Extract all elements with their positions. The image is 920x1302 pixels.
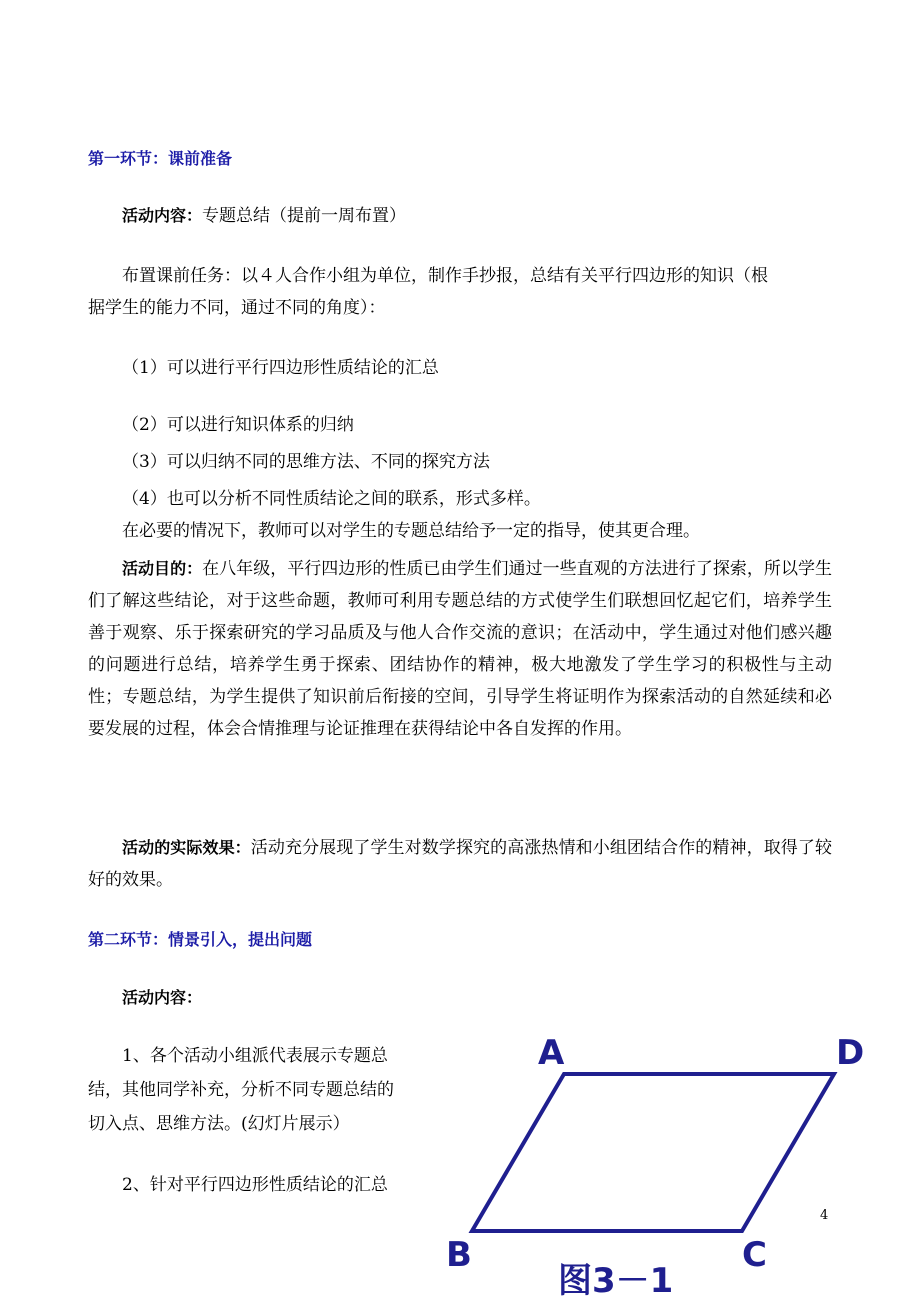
vertex-label-a: A xyxy=(538,1033,565,1073)
vertex-label-b: B xyxy=(446,1235,472,1275)
effect-text: 活动充分展现了学生对数学探究的高涨热情和小组团结合作的精神，取得了较好的效果。 xyxy=(88,838,832,890)
item1-line-1: 1、各个活动小组派代表展示专题总 xyxy=(122,1046,388,1066)
page-number: 4 xyxy=(820,1208,829,1223)
activity-content-line xyxy=(122,205,406,227)
effect-label: 活动的实际效果： xyxy=(122,838,251,857)
item2-line: 2、针对平行四边形性质结论的汇总 xyxy=(122,1175,388,1195)
vertex-label-d: D xyxy=(836,1033,865,1073)
purpose-label: 活动目的： xyxy=(122,559,203,578)
vertex-label-c: C xyxy=(742,1235,767,1275)
effect-paragraph xyxy=(88,832,832,896)
purpose-paragraph xyxy=(88,553,832,745)
section2-heading: 第二环节：情景引入，提出问题 xyxy=(88,930,313,949)
parallelogram-shape xyxy=(472,1074,834,1231)
purpose-text: 在八年级，平行四边形的性质已由学生们通过一些直观的方法进行了探索，所以学生们了解这些结论，对于这些命题，教师可利用专题总结的方式使学生们联想回忆起它们，培养学生善于观察、乐于探索研究的学习品质及与他人合作交流的意识；在活动中，学生通过对他们感兴趣的问题进行总结，培养学生勇于探索、团结协作的精神，极大地激发了学生学习的积极性与主动性；专题总结，为学生提供了知识前后衔接的空间，引导学生将证明作为探索活动的自然延续和必要发展的过程，体会合情推理与论证推理在获得结论中各自发挥的作用。 xyxy=(88,559,832,739)
activity-content-text: 专题总结（提前一周布置） xyxy=(202,206,407,226)
list-item: （4）也可以分析不同性质结论之间的联系，形式多样。 xyxy=(122,489,541,509)
item1-line-3: 切入点、思维方法。(幻灯片展示） xyxy=(88,1114,350,1134)
list-item: （3）可以归纳不同的思维方法、不同的探究方法 xyxy=(122,452,490,472)
list-item: （1）可以进行平行四边形性质结论的汇总 xyxy=(122,358,439,378)
guidance-text: 在必要的情况下，教师可以对学生的专题总结给予一定的指导，使其更合理。 xyxy=(122,521,700,541)
figure-caption: 图3－1 xyxy=(558,1261,674,1301)
parallelogram-figure xyxy=(440,1028,880,1302)
activity-content-label: 活动内容： xyxy=(122,206,203,225)
list-item: （2）可以进行知识体系的归纳 xyxy=(122,415,354,435)
section2-activity-label: 活动内容： xyxy=(122,988,203,1007)
section1-heading: 第一环节：课前准备 xyxy=(88,149,233,168)
task-line-2: 据学生的能力不同，通过不同的角度）： xyxy=(88,298,386,318)
task-line-1: 布置课前任务：以４人合作小组为单位，制作手抄报，总结有关平行四边形的知识（根 xyxy=(122,266,768,286)
item1-line-2: 结，其他同学补充，分析不同专题总结的 xyxy=(88,1080,394,1100)
